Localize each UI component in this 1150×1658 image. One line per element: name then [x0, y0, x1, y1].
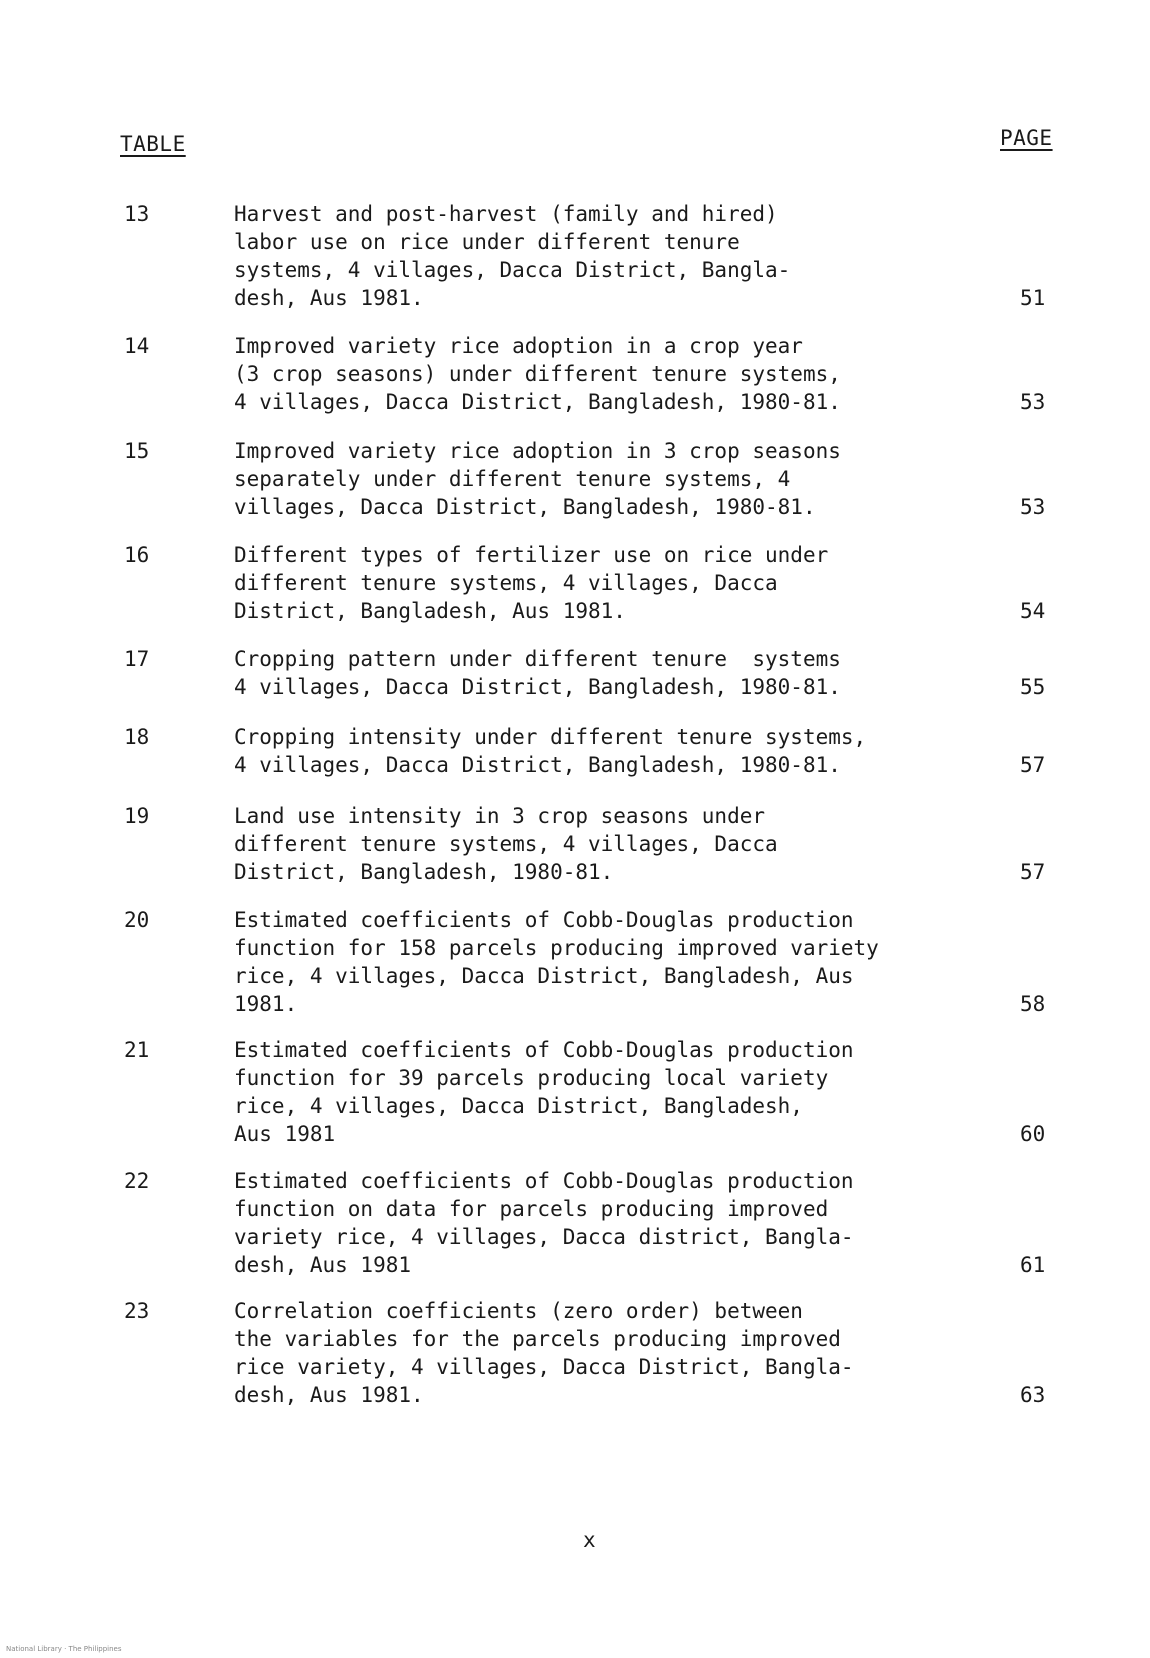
table-column-header: TABLE [120, 132, 186, 156]
title-line: Different types of fertilizer use on rice under [234, 543, 829, 567]
title-line: (3 crop seasons) under different tenure systems, [234, 362, 841, 386]
table-number: 22 [124, 1169, 150, 1193]
title-line: villages, Dacca District, Bangladesh, 1980-81. [234, 495, 816, 519]
page-folio: x [583, 1528, 596, 1552]
title-line: Improved variety rice adoption in a crop year [234, 334, 803, 358]
table-number: 21 [124, 1038, 150, 1062]
table-number: 14 [124, 334, 150, 358]
title-line: the variables for the parcels producing improved [234, 1327, 841, 1351]
title-line: Correlation coefficients (zero order) between [234, 1299, 803, 1323]
title-line: Cropping intensity under different tenure systems, [234, 725, 867, 749]
title-line: Harvest and post-harvest (family and hired) [234, 202, 778, 226]
title-line: Estimated coefficients of Cobb-Douglas production [234, 1038, 854, 1062]
table-title [234, 1167, 974, 1279]
table-number: 17 [124, 647, 150, 671]
page-number: 57 [1020, 753, 1046, 777]
page-number: 54 [1020, 599, 1046, 623]
title-line: Estimated coefficients of Cobb-Douglas production [234, 908, 854, 932]
table-title [234, 541, 974, 625]
title-line: labor use on rice under different tenure [234, 230, 740, 254]
table-title [234, 1036, 974, 1148]
title-line: function for 39 parcels producing local variety [234, 1066, 829, 1090]
table-number: 16 [124, 543, 150, 567]
title-line: rice variety, 4 villages, Dacca District, Bangla- [234, 1355, 854, 1379]
title-line: rice, 4 villages, Dacca District, Bangladesh, Aus [234, 964, 854, 988]
table-number: 23 [124, 1299, 150, 1323]
table-title [234, 1297, 974, 1409]
page-number: 51 [1020, 286, 1046, 310]
title-line: 1981. [234, 992, 298, 1016]
title-line: desh, Aus 1981. [234, 1383, 424, 1407]
page-number: 57 [1020, 860, 1046, 884]
table-title [234, 645, 974, 701]
table-number: 18 [124, 725, 150, 749]
archive-stamp: National Library · The Philippines [6, 1645, 122, 1653]
title-line: District, Bangladesh, 1980-81. [234, 860, 614, 884]
page-column-header: PAGE [1000, 126, 1053, 150]
table-number: 20 [124, 908, 150, 932]
title-line: 4 villages, Dacca District, Bangladesh, 1980-81. [234, 390, 841, 414]
title-line: variety rice, 4 villages, Dacca district, Bangla- [234, 1225, 854, 1249]
title-line: 4 villages, Dacca District, Bangladesh, 1980-81. [234, 675, 841, 699]
title-line: systems, 4 villages, Dacca District, Bangla- [234, 258, 791, 282]
title-line: desh, Aus 1981. [234, 286, 424, 310]
table-number: 15 [124, 439, 150, 463]
title-line: Aus 1981 [234, 1122, 336, 1146]
table-title [234, 437, 974, 521]
table-title [234, 802, 974, 886]
title-line: Land use intensity in 3 crop seasons under [234, 804, 766, 828]
title-line: different tenure systems, 4 villages, Dacca [234, 832, 778, 856]
table-number: 13 [124, 202, 150, 226]
title-line: function on data for parcels producing improved [234, 1197, 829, 1221]
title-line: Improved variety rice adoption in 3 crop seasons [234, 439, 841, 463]
table-title [234, 723, 974, 779]
page-number: 53 [1020, 495, 1046, 519]
page-number: 60 [1020, 1122, 1046, 1146]
page-number: 55 [1020, 675, 1046, 699]
table-title [234, 332, 974, 416]
title-line: 4 villages, Dacca District, Bangladesh, 1980-81. [234, 753, 841, 777]
title-line: function for 158 parcels producing improved variety [234, 936, 879, 960]
title-line: separately under different tenure systems, 4 [234, 467, 791, 491]
title-line: Estimated coefficients of Cobb-Douglas production [234, 1169, 854, 1193]
table-number: 19 [124, 804, 150, 828]
page-number: 63 [1020, 1383, 1046, 1407]
page-number: 53 [1020, 390, 1046, 414]
page-number: 61 [1020, 1253, 1046, 1277]
title-line: rice, 4 villages, Dacca District, Bangladesh, [234, 1094, 803, 1118]
table-title [234, 200, 974, 312]
title-line: desh, Aus 1981 [234, 1253, 412, 1277]
title-line: Cropping pattern under different tenure systems [234, 647, 841, 671]
table-title [234, 906, 974, 1018]
title-line: District, Bangladesh, Aus 1981. [234, 599, 626, 623]
title-line: different tenure systems, 4 villages, Dacca [234, 571, 778, 595]
page-number: 58 [1020, 992, 1046, 1016]
